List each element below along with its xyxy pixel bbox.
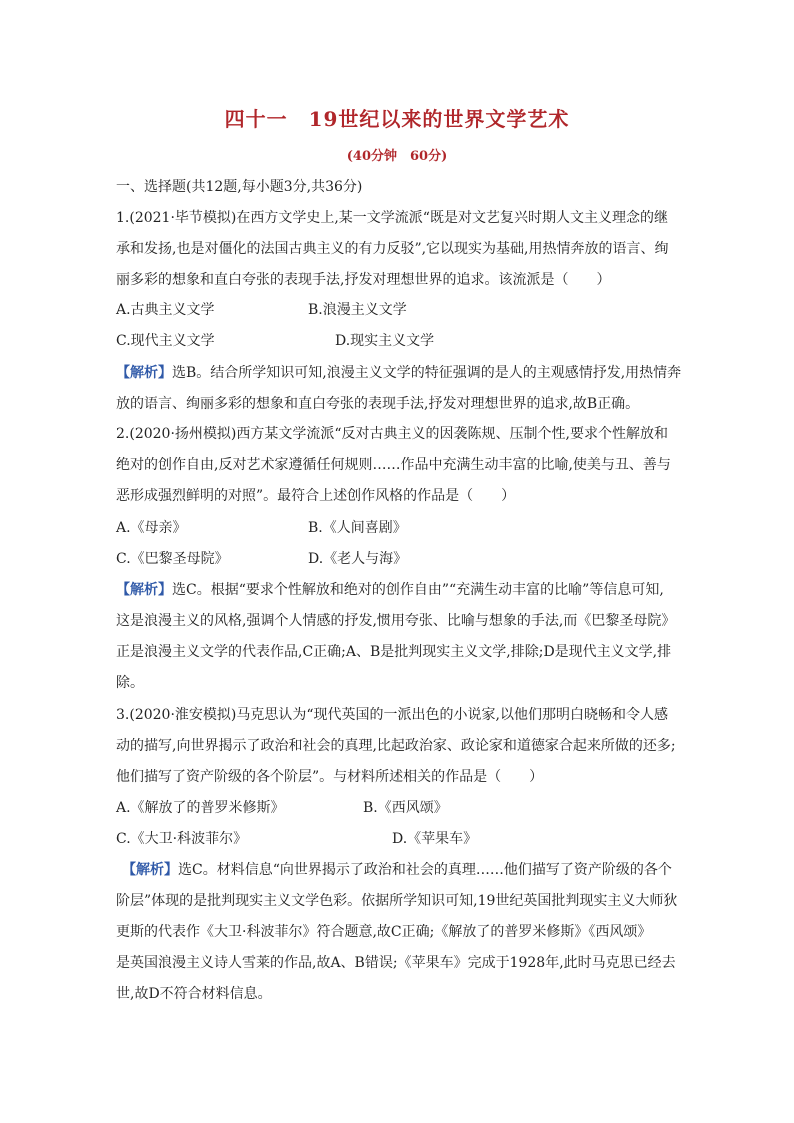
question-1-option-b: B.浪漫主义文学 <box>308 302 407 318</box>
question-2-option-c: C.《巴黎圣母院》 <box>116 551 229 567</box>
question-3-line-2: 动的描写,向世界揭示了政治和社会的真理,比起政治家、政论家和道德家合起来所做的还多; <box>116 738 676 754</box>
question-2-option-d: D.《老人与海》 <box>308 551 408 567</box>
time-score-subtitle: (40分钟 60分) <box>346 149 448 164</box>
question-2-analysis-line-1 <box>116 580 686 600</box>
page-title: 四十一 19世纪以来的世界文学艺术 <box>224 107 570 131</box>
analysis-label: 【解析】 <box>116 365 172 381</box>
question-3-option-d: D.《苹果车》 <box>392 831 478 847</box>
question-1-analysis-line-2: 放的语言、绚丽多彩的想象和直白夸张的表现手法,抒发对理想世界的追求,故B正确。 <box>116 396 640 412</box>
question-3-analysis-line-3: 更斯的代表作《大卫·科波菲尔》符合题意,故C正确;《解放了的普罗米修斯》《西风颂》 <box>116 924 652 940</box>
question-2-analysis-line-3: 正是浪漫主义文学的代表作品,C正确;A、B是批判现实主义文学,排除;D是现代主义文学,排 <box>116 644 672 660</box>
question-1-option-a: A.古典主义文学 <box>116 302 215 318</box>
question-2-analysis-line-4: 除。 <box>116 675 144 691</box>
analysis-label: 【解析】 <box>122 862 178 878</box>
analysis-text: 选C。材料信息“向世界揭示了政治和社会的真理……他们描写了资产阶级的各个 <box>178 862 672 878</box>
question-3-option-b: B.《西风颂》 <box>363 800 448 816</box>
question-1-line-3: 丽多彩的想象和直白夸张的表现手法,抒发对理想世界的追求。该流派是（ ） <box>116 272 611 288</box>
analysis-text: 选C。根据“要求个性解放和绝对的创作自由”“充满生动丰富的比喻”等信息可知, <box>172 582 664 598</box>
question-3-line-1: 3.(2020·淮安模拟)马克思认为“现代英国的一派出色的小说家,以他们那明白晓畅和令人感 <box>116 707 668 723</box>
section-heading: 一、选择题(共12题,每小题3分,共36分) <box>116 179 363 195</box>
question-2-line-2: 绝对的创作自由,反对艺术家遵循任何规则……作品中充满生动丰富的比喻,使美与丑、善与 <box>116 457 671 473</box>
question-3-analysis-line-5: 世,故D不符合材料信息。 <box>116 986 272 1002</box>
question-2-line-1: 2.(2020·扬州模拟)西方某文学流派“反对古典主义的因袭陈规、压制个性,要求个性解放和 <box>116 426 668 442</box>
question-3-analysis-line-4: 是英国浪漫主义诗人雪莱的作品,故A、B错误;《苹果车》完成于1928年,此时马克思已经去 <box>116 955 676 971</box>
analysis-text: 选B。结合所学知识可知,浪漫主义文学的特征强调的是人的主观感情抒发,用热情奔 <box>172 365 682 381</box>
question-1-option-d: D.现实主义文学 <box>335 333 435 349</box>
question-1-line-1: 1.(2021·毕节模拟)在西方文学史上,某一文学流派“既是对文艺复兴时期人文主义理念的继 <box>116 210 668 226</box>
question-3-line-3: 他们描写了资产阶级的各个阶层”。与材料所述相关的作品是（ ） <box>116 769 544 785</box>
question-2-option-a: A.《母亲》 <box>116 520 187 536</box>
question-2-line-3: 恶形成强烈鲜明的对照”。最符合上述创作风格的作品是（ ） <box>116 488 516 504</box>
question-3-analysis-line-1 <box>122 860 692 880</box>
analysis-label: 【解析】 <box>116 582 172 598</box>
question-3-option-a: A.《解放了的普罗米修斯》 <box>116 800 285 816</box>
question-3-analysis-line-2: 阶层”体现的是批判现实主义文学色彩。依据所学知识可知,19世纪英国批判现实主义大师狄 <box>116 893 678 909</box>
question-2-analysis-line-2: 这是浪漫主义的风格,强调个人情感的抒发,惯用夸张、比喻与想象的手法,而《巴黎圣母院》 <box>116 613 676 629</box>
question-3-option-c: C.《大卫·科波菲尔》 <box>116 831 248 847</box>
question-1-line-2: 承和发扬,也是对僵化的法国古典主义的有力反驳”,它以现实为基础,用热情奔放的语言、绚 <box>116 241 669 257</box>
question-2-option-b: B.《人间喜剧》 <box>308 520 407 536</box>
question-1-option-c: C.现代主义文学 <box>116 333 215 349</box>
question-1-analysis-line-1 <box>116 363 686 383</box>
